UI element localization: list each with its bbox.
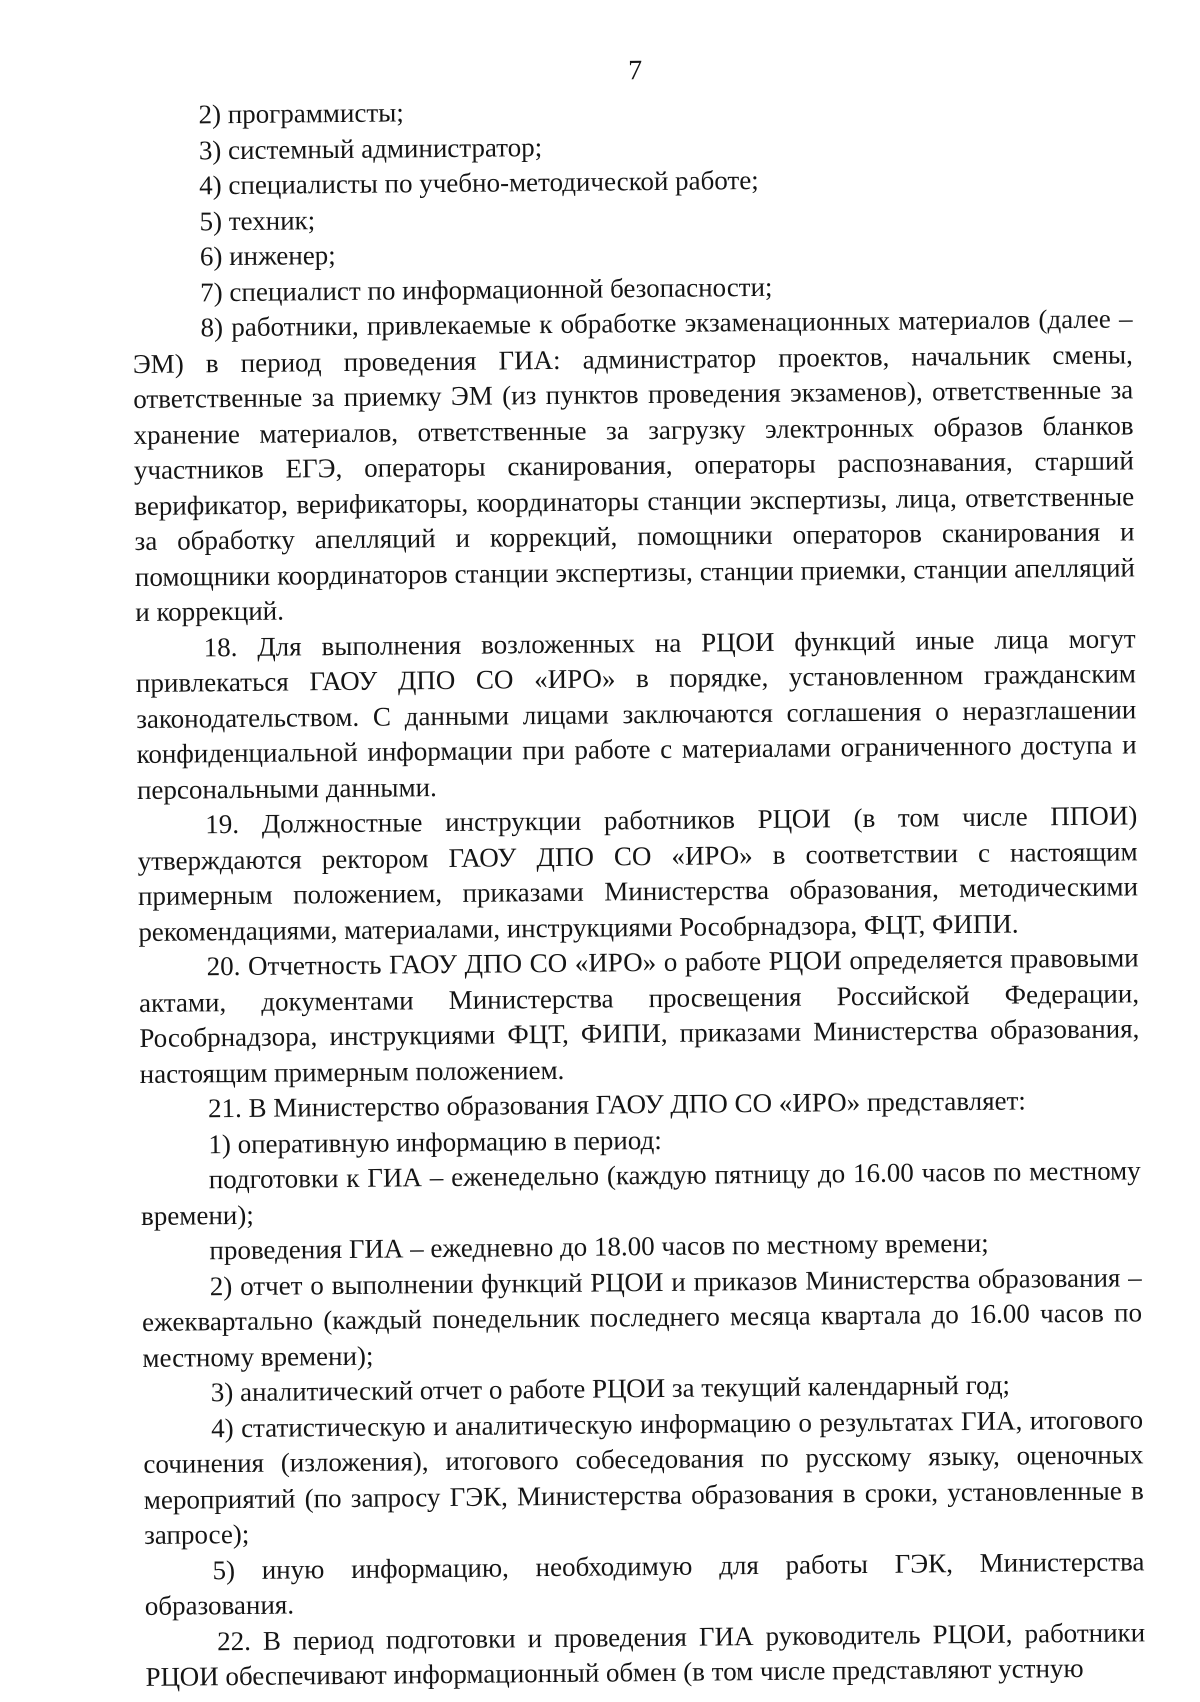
- page-number: 7: [627, 55, 643, 87]
- list-item: 1) оперативную информацию в период:: [208, 1124, 662, 1159]
- paragraph-18: 18. Для выполнения возложенных на РЦОИ функций иные лица могут привлекаться ГАОУ ДПО СО «ИРО» в порядке, установленном гражданским законодательством. С данными лицами заключаются соглашения о неразглашении конфиденциальной информации при работе с материалами ограниченного доступа и персональными данными.: [135, 622, 1137, 805]
- list-item: 5) техник;: [199, 204, 316, 236]
- list-item: 2) программисты;: [198, 97, 404, 130]
- list-item: 4) статистическую и аналитическую информацию о результатах ГИА, итогового сочинения (изложения), итогового собеседования по русскому языку, оценочных мероприятий (по запросу ГЭК, Министерства образования в сроки, установленные в запросе);: [143, 1403, 1144, 1550]
- list-item: 3) системный администратор;: [198, 131, 543, 165]
- list-item: 7) специалист по информационной безопасности;: [200, 271, 773, 307]
- paragraph-22: 22. В период подготовки и проведения ГИА руководитель РЦОИ, работники РЦОИ обеспечивают информационный обмен (в том числе представляют устную: [145, 1616, 1146, 1692]
- document-page: [130, 52, 1146, 1695]
- list-item: 4) специалисты по учебно-методической работе;: [199, 164, 759, 201]
- list-item: 6) инженер;: [199, 240, 336, 272]
- list-item: 2) отчет о выполнении функций РЦОИ и приказов Министерства образования – ежеквартально (каждый понедельник последнего месяца квартала до 16.00 часов по местному времени);: [141, 1261, 1143, 1373]
- paragraph-19: 19. Должностные инструкции работников РЦОИ (в том числе ППОИ) утверждаются ректором ГАОУ ДПО СО «ИРО» в соответствии с настоящим примерным положением, приказами Министерства образования, методическими рекомендациями, материалами, инструкциями Рособрнадзора, ФЦТ, ФИПИ.: [137, 800, 1139, 947]
- list-item: проведения ГИА – ежедневно до 18.00 часов по местному времени;: [209, 1227, 989, 1266]
- document-body: [130, 88, 1145, 1695]
- list-item: 5) иную информацию, необходимую для работы ГЭК, Министерства образования.: [144, 1545, 1145, 1621]
- paragraph-21: 21. В Министерство образования ГАОУ ДПО СО «ИРО» представляет:: [207, 1085, 1026, 1124]
- paragraph-20: 20. Отчетность ГАОУ ДПО СО «ИРО» о работе РЦОИ определяется правовыми актами, документами Министерства просвещения Российской Федерации, Рособрнадзора, инструкциями ФЦТ, ФИПИ, приказами Министерства образования, настоящим примерным положением.: [138, 942, 1140, 1089]
- list-item: 8) работники, привлекаемые к обработке экзаменационных материалов (далее – ЭМ) в период проведения ГИА: администратор проектов, начальник смены, ответственные за приемку ЭМ (из пунктов проведения экзаменов), ответственные за хранение материалов, ответственные за загрузку электронных образов бланков участников ЕГЭ, операторы сканирования, операторы распознавания, старший верификатор, верификаторы, координаторы станции экспертизы, лица, ответственные за обработку апелляций и коррекций, помощники операторов сканирования и помощники координаторов станции экспертизы, станции приемки, станции апелляций и коррекций.: [132, 303, 1136, 627]
- list-item: подготовки к ГИА – еженедельно (каждую пятницу до 16.00 часов по местному времени);: [140, 1155, 1141, 1231]
- list-item: 3) аналитический отчет о работе РЦОИ за текущий календарный год;: [210, 1369, 1011, 1408]
